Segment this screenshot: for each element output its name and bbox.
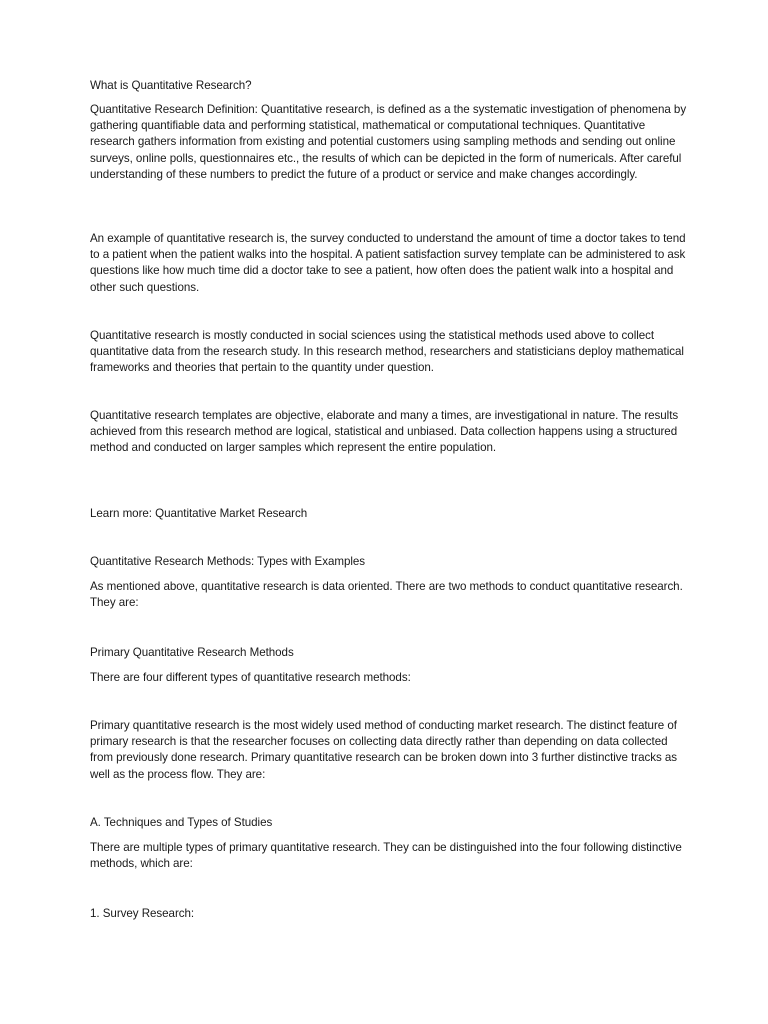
methods-heading: Quantitative Research Methods: Types with Examples [90,555,366,568]
social-sciences-paragraph: Quantitative research is mostly conducted in social sciences using the statistical methods used above to collect quantitative data from the research study. In this research method, researchers and statisticians deploy mathematical frameworks and theories that pertain to the quantity under question. [90,329,684,375]
definition-paragraph: Quantitative Research Definition: Quantitative research, is defined as a the systematic investigation of phenomena by gathering quantifiable data and performing statistical, mathematical or computational techniques. Quantitative research gathers information from existing and potential customers using sampling methods and sending out online surveys, online polls, questionnaires etc., the results of which can be depicted in the form of numericals. After careful understanding of these numbers to predict the future of a product or service and make changes accordingly. [90,103,687,181]
survey-research-heading: 1. Survey Research: [90,907,195,920]
primary-types-paragraph: There are four different types of quantitative research methods: [90,671,411,684]
primary-methods-heading: Primary Quantitative Research Methods [90,646,294,659]
learn-more-line: Learn more: Quantitative Market Research [90,507,308,520]
example-paragraph: An example of quantitative research is, the survey conducted to understand the amount of time a doctor takes to tend to a patient when the patient walks into the hospital. A patient satisfaction survey template can be administered to ask questions like how much time did a doctor take to see a patient, how often does the patient walk into a hospital and other such questions. [90,232,686,294]
document-title: What is Quantitative Research? [90,79,252,92]
primary-description-paragraph: Primary quantitative research is the most widely used method of conducting market research. The distinct feature of primary research is that the researcher focuses on collecting data directly rather than depending on data collected from previously done research. Primary quantitative research can be broken down into 3 further distinctive tracks as well as the process flow. They are: [90,719,678,781]
techniques-heading: A. Techniques and Types of Studies [90,816,273,829]
techniques-description-paragraph: There are multiple types of primary quantitative research. They can be distinguished into the four following distinctive methods, which are: [90,841,682,871]
methods-intro-paragraph: As mentioned above, quantitative research is data oriented. There are two methods to conduct quantitative research. They are: [90,580,683,610]
templates-paragraph: Quantitative research templates are objective, elaborate and many a times, are investigational in nature. The results achieved from this research method are logical, statistical and unbiased. Data collection happens using a structured method and conducted on larger samples which represent the entire population. [90,409,679,455]
